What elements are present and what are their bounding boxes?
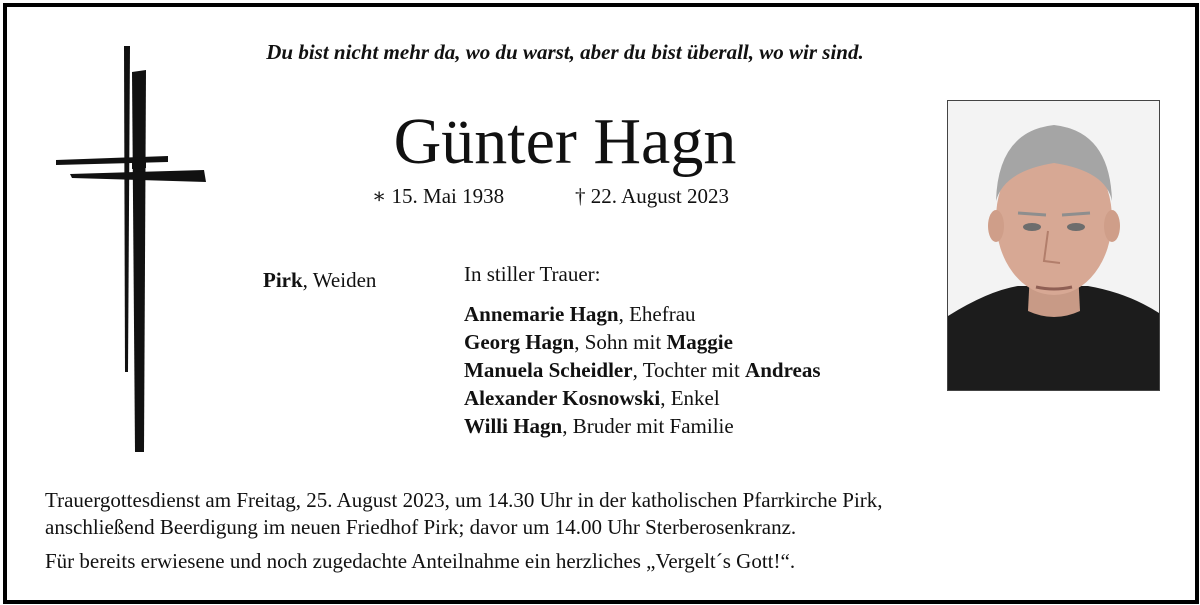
place-bold: Pirk [263, 268, 303, 292]
member-relation: , Bruder mit Familie [562, 414, 734, 438]
member-name: Annemarie Hagn [464, 302, 619, 326]
family-member [464, 412, 821, 440]
family-member [464, 300, 821, 328]
quote-text: Du bist nicht mehr da, wo du warst, aber du bist überall, wo wir sind. [266, 40, 864, 64]
family-list [464, 300, 821, 440]
family-member [464, 328, 821, 356]
member-relation: , Sohn mit [574, 330, 667, 354]
family-member [464, 384, 821, 412]
birth-date: ∗ 15. Mai 1938 [372, 184, 505, 208]
member-relation: , Tochter mit [632, 358, 746, 382]
member-partner: Maggie [666, 330, 733, 354]
mourning-label: In stiller Trauer: [464, 262, 601, 286]
service-info [45, 487, 883, 575]
member-name: Willi Hagn [464, 414, 563, 438]
deceased-name: Günter Hagn [393, 105, 737, 178]
place-rest: , Weiden [302, 268, 377, 292]
member-name: Manuela Scheidler [464, 358, 633, 382]
service-line-1: Trauergottesdienst am Freitag, 25. August 2023, um 14.30 Uhr in der katholischen Pfarrkirche Pirk, [45, 488, 883, 512]
place [263, 268, 376, 293]
member-relation: , Ehefrau [618, 302, 696, 326]
member-name: Alexander Kosnowski [464, 386, 661, 410]
family-member [464, 356, 821, 384]
death-date: † 22. August 2023 [575, 184, 730, 208]
member-name: Georg Hagn [464, 330, 575, 354]
thanks-line: Für bereits erwiesene und noch zugedachte Anteilnahme ein herzliches „Vergelt´s Gott!“. [45, 549, 796, 573]
member-partner: Andreas [745, 358, 821, 382]
member-relation: , Enkel [660, 386, 720, 410]
service-line-2: anschließend Beerdigung im neuen Friedhof Pirk; davor um 14.00 Uhr Sterberosenkranz. [45, 515, 797, 539]
portrait-photo [947, 100, 1160, 391]
